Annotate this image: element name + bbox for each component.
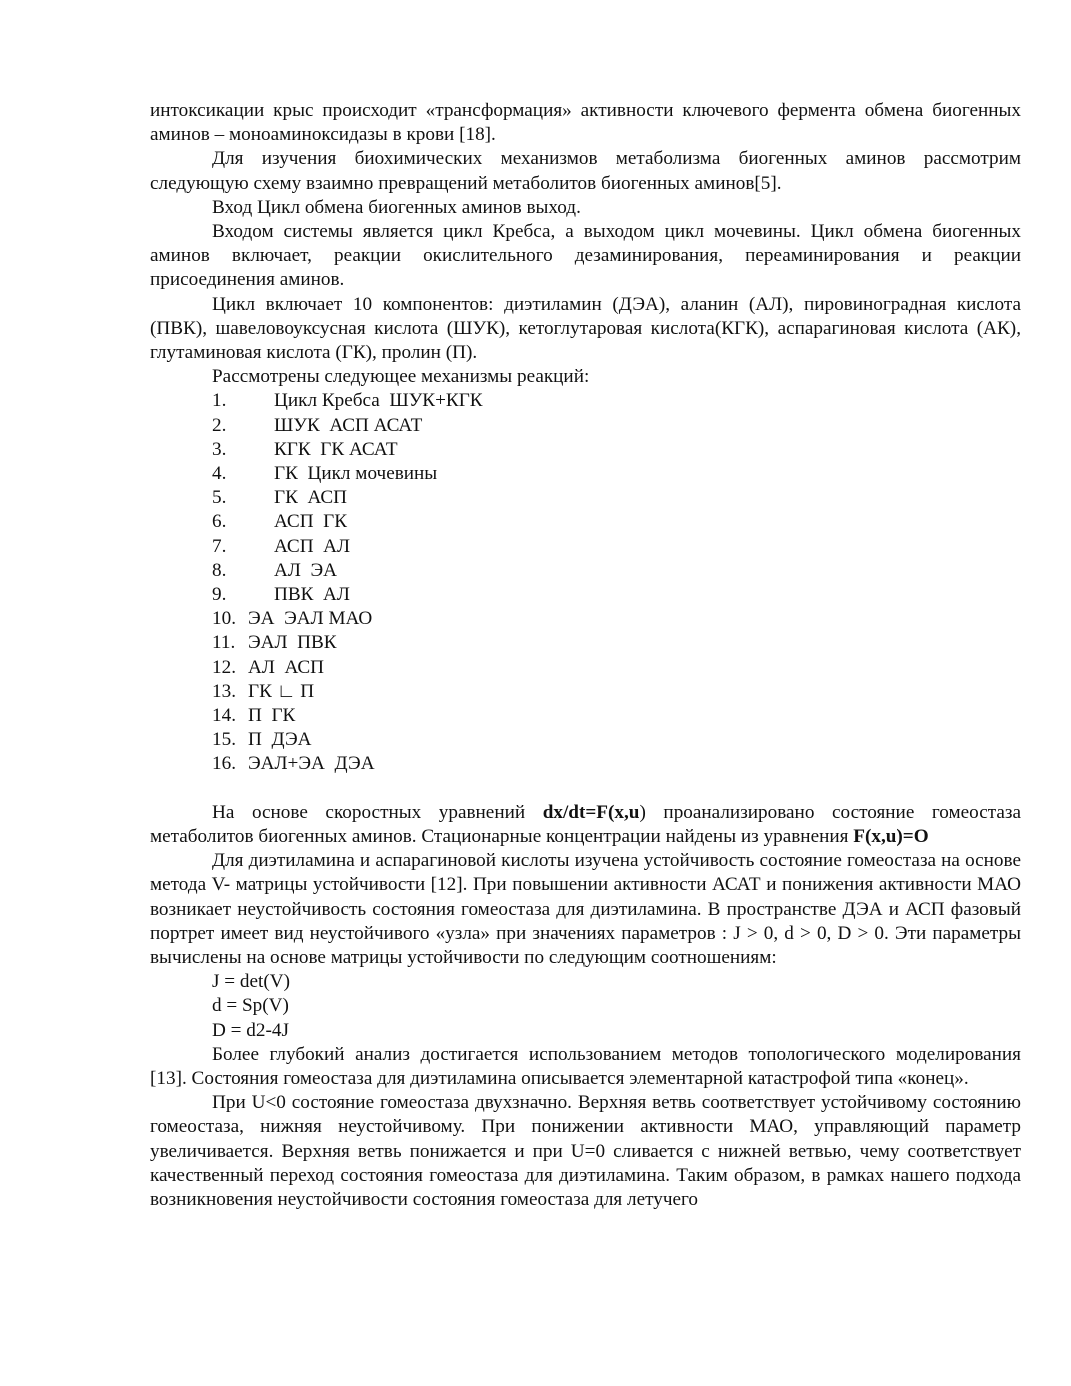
paragraph-rate-equations: На основе скоростных уравнений dx/dt=F(x,u) проанализировано состояние гомеостаза метаболитов биогенных аминов. Стационарные концентрации найдены из уравнения F(x,u)=O — [150, 801, 1021, 847]
list-item: 14. П ГК — [212, 705, 296, 727]
equation-stationary: F(x,u)=O — [853, 825, 929, 847]
scheme-line: Вход Цикл обмена биогенных аминов выход. — [212, 196, 581, 218]
list-item: 12. АЛ АСП — [212, 656, 325, 678]
equation-d: d = Sp(V) — [212, 995, 289, 1017]
list-item: 13. ГК ∟ П — [212, 680, 315, 702]
list-item: 4. ГК Цикл мочевины — [212, 463, 438, 485]
list-item: 2. ШУК АСП АСАТ — [212, 414, 423, 436]
list-item: 16. ЭАЛ+ЭА ДЭА — [212, 753, 375, 775]
list-item: 11. ЭАЛ ПВК — [212, 632, 337, 654]
paragraph-components: Цикл включает 10 компонентов: диэтиламин (ДЭА), аланин (АЛ), пировиноградная кислота (ПВК), шавеловоуксусная кислота (ШУК), кетоглутаровая кислота(КГК), аспарагиновая кислота (АК), глутаминовая кислота (ГК), пролин (П). — [150, 293, 1021, 364]
paragraph-homeostasis-branches: При U<0 состояние гомеостаза двухзначно. Верхняя ветвь соответствует устойчивому состоянию гомеостаза, нижняя неустойчивому. При понижении активности МАО, управляющий параметр увеличивается. Верхняя ветвь понижается и при U=0 сливается с нижней ветвью, чему соответствует качественный переход состояния гомеостаза для диэтиламина. Таким образом, в рамках нашего подхода возникновения неустойчивости состояния гомеостаза для летучего — [150, 1092, 1021, 1210]
equation-j: J = det(V) — [212, 971, 290, 993]
list-item: 3. КГК ГК АСАТ — [212, 438, 398, 460]
list-item: 6. АСП ГК — [212, 511, 348, 533]
reactions-heading: Рассмотрены следующее механизмы реакций: — [212, 366, 590, 388]
paragraph-topology: Более глубокий анализ достигается использованием методов топологического моделирования [13]. Состояния гомеостаза для диэтиламина описывается элементарной катастрофой типа «конец». — [150, 1043, 1021, 1089]
reactions-list — [150, 389, 1021, 776]
paragraph-study-intro: Для изучения биохимических механизмов метаболизма биогенных аминов рассмотрим следующую схему взаимно превращений метаболитов биогенных аминов[5]. — [150, 148, 1021, 194]
list-item: 9. ПВК АЛ — [212, 584, 350, 606]
list-item: 15. П ДЭА — [212, 729, 312, 751]
equation-rate: dx/dt=F(x,u — [542, 801, 640, 823]
paragraph-system-input: Входом системы является цикл Кребса, а выходом цикл мочевины. Цикл обмена биогенных аминов включает, реакции окислительного дезаминирования, переаминирования и реакции присоединения аминов. — [150, 221, 1021, 291]
list-item: 10. ЭА ЭАЛ МАО — [212, 608, 373, 630]
paragraph-intro-continuation: интоксикации крыс происходит «трансформация» активности ключевого фермента обмена биогенных аминов – моноаминоксидазы в крови [18]. — [150, 100, 1021, 146]
equation-discriminant: D = d2-4J — [212, 1019, 289, 1041]
list-item: 8. АЛ ЭА — [212, 559, 337, 581]
list-item: 1. Цикл Кребса ШУК+КГК — [212, 390, 483, 412]
paragraph-stability: Для диэтиламина и аспарагиновой кислоты изучена устойчивость состояние гомеостаза на основе метода V- матрицы устойчивости [12]. При повышении активности АСАТ и понижения активности МАО возникает неустойчивость состояния гомеостаза для диэтиламина. В пространстве ДЭА и АСП фазовый портрет имеет вид неустойчивого «узла» при значениях параметров : J > 0, d > 0, D > 0. Эти параметры вычислены на основе матрицы устойчивости по следующим соотношениям: — [150, 850, 1021, 968]
blank-line — [150, 777, 1021, 801]
document-page — [150, 99, 1021, 1212]
list-item: 5. ГК АСП — [212, 487, 348, 509]
list-item: 7. АСП АЛ — [212, 535, 351, 557]
